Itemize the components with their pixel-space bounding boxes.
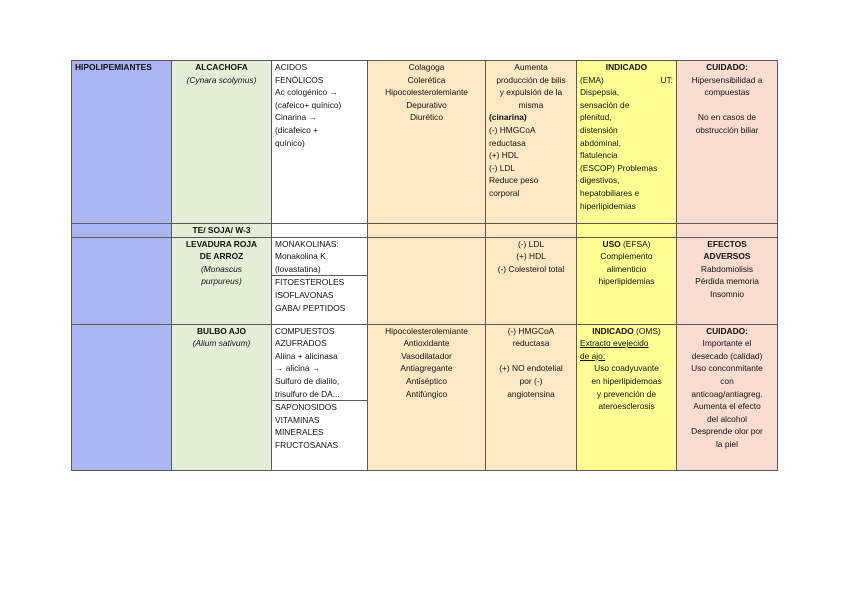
indication-source: (EFSA) xyxy=(620,238,651,249)
caution-line: compuestas xyxy=(704,87,750,98)
component-line: Sulfuro de dialilo, xyxy=(275,375,340,386)
category-cell xyxy=(72,224,172,238)
component-line: (lovastatina) xyxy=(275,263,321,274)
indication-cell xyxy=(577,324,677,470)
indication-line: Uso coadyuvante xyxy=(594,363,659,374)
plant-name: ALCACHOFA xyxy=(195,62,248,72)
effects-cell xyxy=(486,324,577,470)
indication-word: sensación de xyxy=(580,99,630,110)
components-cell xyxy=(272,224,368,238)
effect-line: (+) HDL xyxy=(516,251,546,262)
indication-ut: UT: xyxy=(660,74,673,85)
category-label: HIPOLIPEMIANTES xyxy=(75,62,152,72)
adverse-line: Insomnio xyxy=(710,288,744,299)
action-line: Antiséptico xyxy=(406,375,447,386)
actions-cell xyxy=(368,237,486,324)
effect-line: (-) HMGCoA xyxy=(489,124,536,135)
component-line: quínico) xyxy=(275,137,305,148)
caution-line: la piel xyxy=(716,438,738,449)
effect-line: reductasa xyxy=(489,137,526,148)
effect-line: corporal xyxy=(489,187,520,198)
action-line: Antiagregante xyxy=(400,363,453,374)
effect-line: angiotensina xyxy=(507,388,555,399)
component-line: FENÓLICOS xyxy=(275,74,324,85)
effect-line: (cinarina) xyxy=(489,112,527,123)
component-line: ISOFLAVONAS xyxy=(275,289,334,300)
components-cell xyxy=(272,237,368,324)
indication-subtitle: de ajo: xyxy=(580,350,606,361)
component-line: Cinarina → xyxy=(275,112,317,123)
action-line: Antifúngico xyxy=(405,388,448,399)
caution-title: CUIDADO: xyxy=(706,325,748,336)
component-line: → alicina → xyxy=(275,363,321,374)
actions-cell xyxy=(368,324,486,470)
plant-species: (Monascus xyxy=(201,263,242,274)
caution-line: desecado (calidad) xyxy=(691,350,763,361)
effect-line: Reduce peso xyxy=(489,175,539,186)
indication-line: (ESCOP) Problemas xyxy=(580,162,658,173)
plant-name-cell xyxy=(172,224,272,238)
plant-name: BULBO AJO xyxy=(196,325,246,336)
components-cell xyxy=(272,61,368,224)
indication-line: ateroesclerosis xyxy=(598,401,655,412)
components-subgroup xyxy=(272,275,367,314)
component-line: SAPONOSIDOS xyxy=(275,402,337,413)
indication-title xyxy=(580,238,673,251)
effects-cell xyxy=(486,237,577,324)
adverse-line: Pérdida memoria xyxy=(695,276,759,287)
component-line: VITAMINAS xyxy=(275,414,320,425)
adverse-cell xyxy=(677,237,778,324)
component-line: COMPUESTOS xyxy=(275,325,335,336)
plant-name-cell xyxy=(172,61,272,224)
indication-source: (EMA) xyxy=(580,74,604,85)
indication-line xyxy=(580,99,673,112)
effects-cell xyxy=(486,61,577,224)
indication-line: hiperlipidemias xyxy=(580,200,636,211)
caution-line: obstrucción biliar xyxy=(695,124,759,135)
plant-name: DE ARROZ xyxy=(199,251,244,262)
components-subgroup xyxy=(272,400,367,451)
indication-line: flatulencia xyxy=(580,150,618,161)
effect-line: (-) LDL xyxy=(517,238,545,249)
category-cell xyxy=(72,324,172,470)
component-line: Ac cologénico → xyxy=(275,87,338,98)
component-line: FRUCTOSANAS xyxy=(275,439,339,450)
component-line: Monakolina K xyxy=(275,251,326,262)
caution-cell xyxy=(677,61,778,224)
component-line: (dicafeico + xyxy=(275,124,319,135)
caution-line: anticoag/antiagreg. xyxy=(691,388,763,399)
plant-species: purpureus) xyxy=(201,276,242,287)
indication-subtitle: Extracto evejecido xyxy=(580,338,649,349)
effect-line: misma xyxy=(518,99,544,110)
component-line: ACIDOS xyxy=(275,62,308,72)
component-line: trisulfuro de DA... xyxy=(275,388,340,399)
indication-line: digestivos, xyxy=(580,175,620,186)
actions-cell xyxy=(368,61,486,224)
indication-line: Complemento xyxy=(600,251,653,262)
effect-line: (+) NO endotelial xyxy=(499,363,563,374)
caution-cell xyxy=(677,224,778,238)
effect-line: reductasa xyxy=(512,338,550,349)
actions-cell xyxy=(368,224,486,238)
caution-line: del alcohol xyxy=(706,413,748,424)
indication-line: alimenticio xyxy=(606,263,647,274)
effect-line: por (-) xyxy=(519,375,543,386)
component-line: MINERALES xyxy=(275,427,324,438)
adverse-title: ADVERSOS xyxy=(703,251,751,262)
caution-line: Desprende olor por xyxy=(691,426,763,437)
row-te-soja xyxy=(72,224,778,238)
indication-line xyxy=(580,74,673,87)
indication-title-text: INDICADO xyxy=(592,325,634,336)
effect-line: (+) HDL xyxy=(489,150,519,161)
indication-source: (OMS) xyxy=(633,325,661,336)
adverse-line: Rabdomiolisis xyxy=(700,263,754,274)
action-line: Vasodilatador xyxy=(401,350,452,361)
caution-line: Importante el xyxy=(702,338,752,349)
caution-line: Uso conconmitante xyxy=(691,363,763,374)
indication-line: hepatobiliares e xyxy=(580,187,640,198)
plant-name: TE/ SOJA/ W-3 xyxy=(192,225,251,235)
component-line: FITOESTEROLES xyxy=(275,277,345,288)
indication-title xyxy=(580,325,673,338)
effect-line: Aumenta xyxy=(514,62,548,72)
caution-line: con xyxy=(720,375,734,386)
effect-line: (-) LDL xyxy=(489,162,516,173)
plant-species: (Cynara scolymus) xyxy=(186,74,257,85)
caution-cell xyxy=(677,324,778,470)
indication-line: plenitud, xyxy=(580,112,612,123)
component-line: Aliina + alicinasa xyxy=(275,350,338,361)
indication-title: INDICADO xyxy=(605,62,648,72)
indication-line: Dispepsia, xyxy=(580,87,620,98)
plant-name-cell xyxy=(172,324,272,470)
indication-cell xyxy=(577,224,677,238)
row-ajo xyxy=(72,324,778,470)
components-cell xyxy=(272,324,368,470)
effect-line: producción de bilis xyxy=(496,74,566,85)
component-line: (cafeico+ quínico) xyxy=(275,99,342,110)
caution-line: Hipersensibilidad a xyxy=(691,74,763,85)
caution-line: No en casos de xyxy=(697,112,757,123)
category-cell xyxy=(72,237,172,324)
caution-line: Aumenta el efecto xyxy=(693,401,761,412)
action-line: Colagoga xyxy=(408,62,445,72)
indication-line: y prevención de xyxy=(596,388,657,399)
indication-cell xyxy=(577,61,677,224)
action-line: Depurativo xyxy=(406,99,447,110)
component-line: MONAKOLINAS: xyxy=(275,238,339,249)
action-line: Hipocolesterolemiante xyxy=(385,325,468,336)
plant-species: (Alium sativum) xyxy=(192,338,251,349)
plant-name-cell xyxy=(172,237,272,324)
effect-line: (-) HMGCoA xyxy=(507,325,555,336)
action-line: Antioxidante xyxy=(403,338,450,349)
plant-name: LEVADURA ROJA xyxy=(185,238,258,249)
hipolipemiantes-table xyxy=(71,60,778,471)
indication-line: en hiperlipidemoas xyxy=(591,375,662,386)
action-line: Colerética xyxy=(407,74,446,85)
category-cell xyxy=(72,61,172,224)
action-line: Diurético xyxy=(409,112,444,123)
indication-line: distensión xyxy=(580,124,618,135)
effects-cell xyxy=(486,224,577,238)
indication-line: hiperlipidemias xyxy=(598,276,655,287)
action-line: Hipocolesterolemiante xyxy=(385,87,468,98)
effect-line: y expulsión de la xyxy=(499,87,563,98)
component-line: GABA/ PEPTIDOS xyxy=(275,302,346,313)
caution-title: CUIDADO: xyxy=(706,62,748,72)
row-levadura xyxy=(72,237,778,324)
indication-cell xyxy=(577,237,677,324)
effect-line: (-) Colesterol total xyxy=(497,263,565,274)
row-alcachofa xyxy=(72,61,778,224)
indication-title-text: USO xyxy=(602,238,621,249)
indication-line: abdominal, xyxy=(580,137,621,148)
component-line: AZUFRADOS xyxy=(275,338,327,349)
adverse-title: EFECTOS xyxy=(707,238,747,249)
